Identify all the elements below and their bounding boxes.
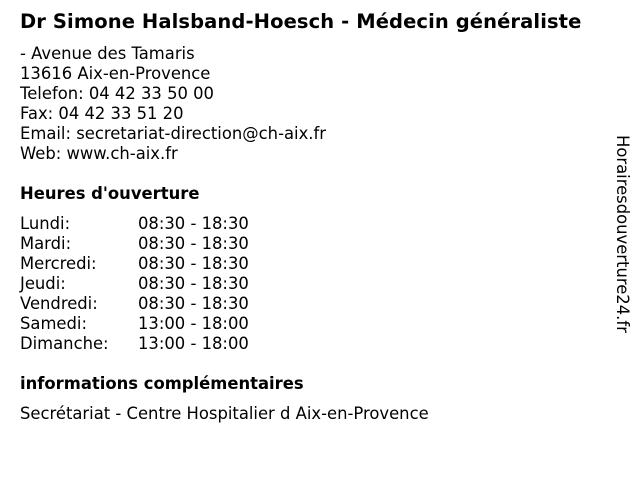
time-range: 13:00 - 18:00	[138, 314, 249, 333]
additional-info-text: Secrétariat - Centre Hospitalier d Aix-en-Provence	[20, 404, 429, 423]
hours-row-monday	[20, 214, 320, 234]
time-range: 08:30 - 18:30	[138, 254, 249, 273]
day-label: Jeudi:	[20, 274, 66, 293]
hours-row-wednesday	[20, 254, 320, 274]
email-address: Email: secretariat-direction@ch-aix.fr	[20, 124, 327, 143]
hours-row-friday	[20, 294, 320, 314]
opening-hours-heading: Heures d'ouverture	[20, 184, 200, 203]
hours-row-sunday	[20, 334, 320, 354]
page-title: Dr Simone Halsband-Hoesch - Médecin généraliste	[20, 10, 582, 33]
day-label: Dimanche:	[20, 334, 109, 353]
additional-info-heading: informations complémentaires	[20, 374, 304, 393]
time-range: 08:30 - 18:30	[138, 294, 249, 313]
day-label: Lundi:	[20, 214, 71, 233]
site-watermark: Horairesdouverture24.fr	[613, 135, 632, 333]
address-street: - Avenue des Tamaris	[20, 44, 195, 63]
time-range: 13:00 - 18:00	[138, 334, 249, 353]
day-label: Mercredi:	[20, 254, 97, 273]
time-range: 08:30 - 18:30	[138, 234, 249, 253]
day-label: Mardi:	[20, 234, 72, 253]
day-label: Vendredi:	[20, 294, 98, 313]
hours-row-tuesday	[20, 234, 320, 254]
time-range: 08:30 - 18:30	[138, 214, 249, 233]
website: Web: www.ch-aix.fr	[20, 144, 178, 163]
opening-hours-table	[20, 214, 320, 354]
hours-row-thursday	[20, 274, 320, 294]
phone-number: Telefon: 04 42 33 50 00	[20, 84, 214, 103]
fax-number: Fax: 04 42 33 51 20	[20, 104, 184, 123]
day-label: Samedi:	[20, 314, 87, 333]
hours-row-saturday	[20, 314, 320, 334]
contact-block	[20, 44, 326, 164]
address-city: 13616 Aix-en-Provence	[20, 64, 211, 83]
time-range: 08:30 - 18:30	[138, 274, 249, 293]
